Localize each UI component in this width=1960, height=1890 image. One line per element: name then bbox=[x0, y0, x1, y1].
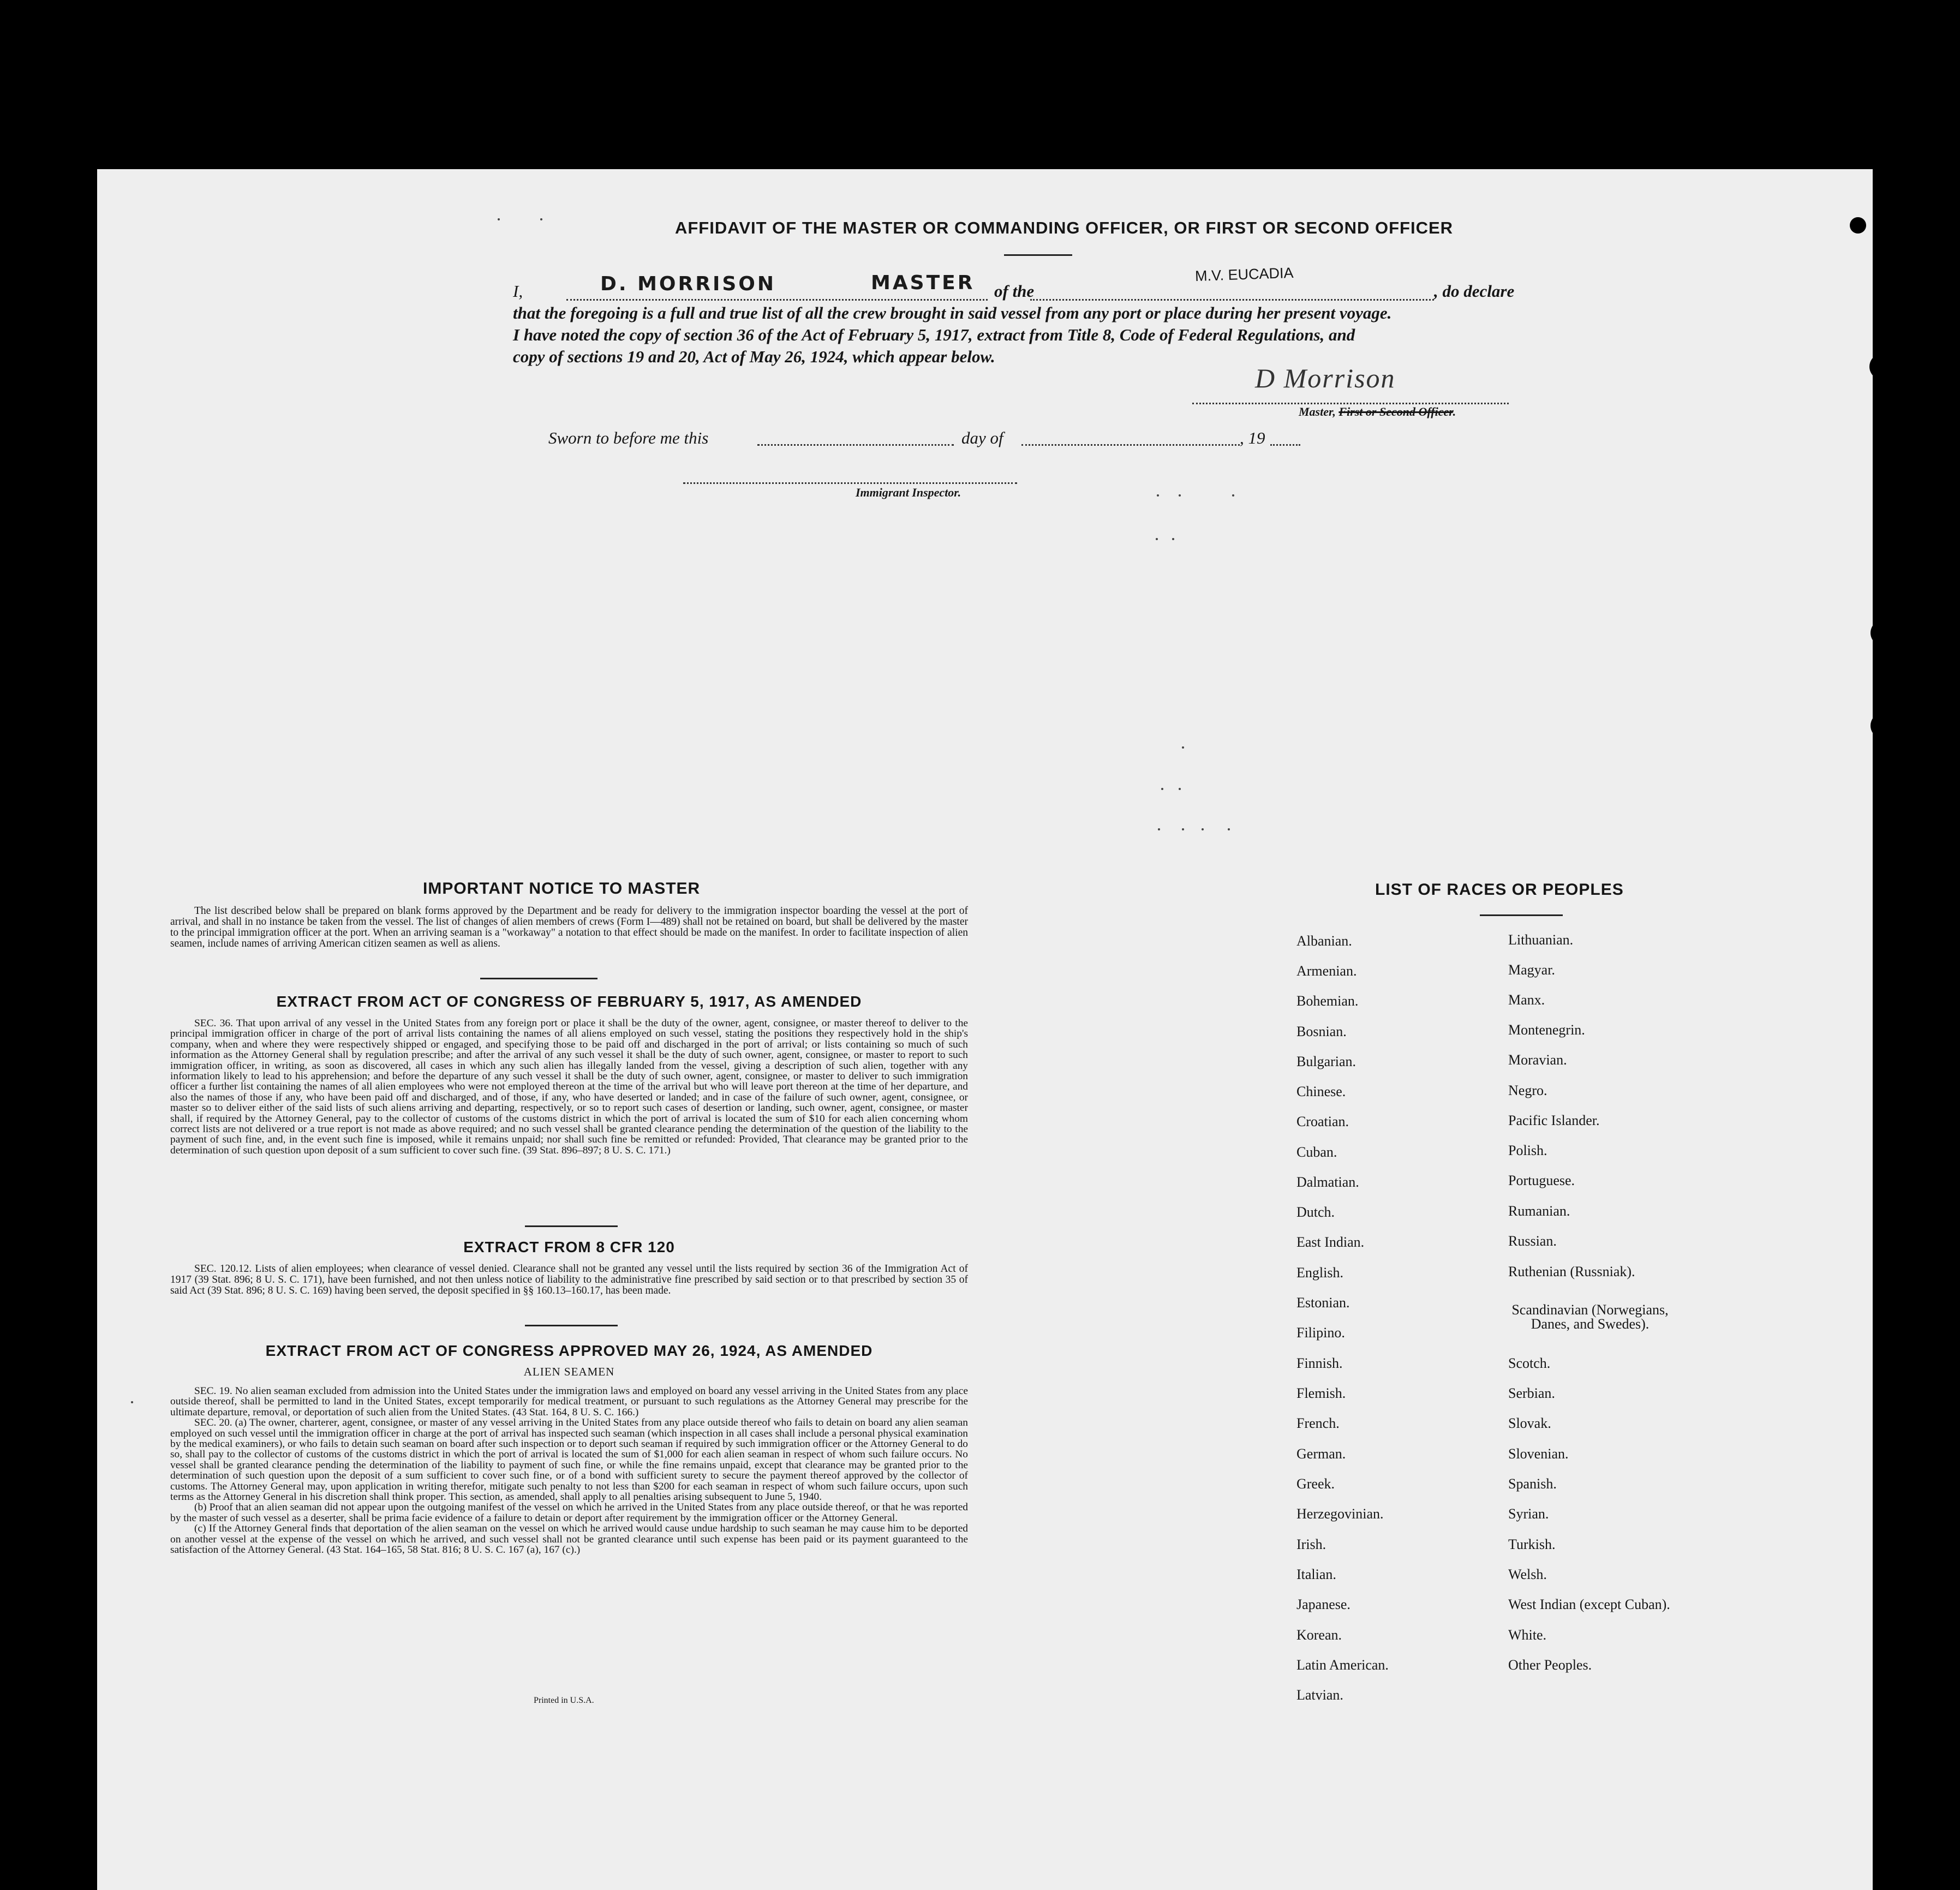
race-left: French. bbox=[1296, 1415, 1340, 1431]
race-right: Pacific Islander. bbox=[1508, 1113, 1600, 1128]
race-left: German. bbox=[1296, 1446, 1346, 1462]
race-left: Chinese. bbox=[1296, 1084, 1346, 1099]
race-left: Italian. bbox=[1296, 1566, 1336, 1582]
race-left: Filipino. bbox=[1296, 1325, 1345, 1341]
declarant-prefix: I, bbox=[513, 282, 523, 301]
race-left: Estonian. bbox=[1296, 1295, 1350, 1311]
punch-hole bbox=[1871, 620, 1897, 646]
race-left: Croatian. bbox=[1296, 1114, 1349, 1129]
vessel-name: M.V. EUCADIA bbox=[1194, 264, 1294, 285]
race-left: Japanese. bbox=[1296, 1596, 1351, 1612]
punch-hole bbox=[1869, 354, 1896, 380]
extract-1917-rule bbox=[525, 1225, 618, 1227]
scan-speck bbox=[1202, 828, 1204, 830]
race-right: Other Peoples. bbox=[1508, 1657, 1592, 1673]
races-title: LIST OF RACES OR PEOPLES bbox=[1375, 881, 1624, 899]
race-left: Bosnian. bbox=[1296, 1024, 1347, 1039]
race-right: West Indian (except Cuban). bbox=[1508, 1596, 1670, 1612]
printed-note: Printed in U.S.A. bbox=[534, 1696, 594, 1705]
races-rule bbox=[1480, 914, 1563, 916]
declarant-line bbox=[566, 299, 988, 301]
affidavit-title-rule bbox=[1004, 254, 1072, 256]
declarant-rank: MASTER bbox=[871, 272, 975, 294]
race-right: Serbian. bbox=[1508, 1385, 1555, 1401]
race-left: Latin American. bbox=[1296, 1657, 1389, 1673]
race-right: Lithuanian. bbox=[1508, 932, 1574, 948]
punch-hole bbox=[1877, 1218, 1903, 1244]
punch-hole bbox=[1893, 252, 1908, 266]
race-right: Moravian. bbox=[1508, 1052, 1567, 1068]
scan-speck bbox=[1172, 538, 1174, 540]
notice-title: IMPORTANT NOTICE TO MASTER bbox=[423, 880, 701, 898]
signer-title-end: . bbox=[1453, 405, 1456, 418]
scan-speck bbox=[540, 218, 542, 220]
race-right: Rumanian. bbox=[1508, 1203, 1570, 1219]
race-right: Portuguese. bbox=[1508, 1173, 1575, 1188]
race-left: Irish. bbox=[1296, 1536, 1326, 1552]
scan-speck bbox=[1161, 788, 1163, 790]
extract-1917-body: SEC. 36. That upon arrival of any vessel in the United States from any foreign port or place it shall be the duty of the owner, agent, consignee, or master thereof to deliver to the principal immigration officer in charge of the port of arrival lists containing the names of all aliens employed on such vessel, stating the positions they respectively hold in the ship's company, when and where they were respectively shipped or engaged, and specifying those to be paid off and discharged in the port of arrival; or lists containing so much of such information as the Attorney General shall by regulation prescribe; and after the arrival of any such vessel it shall be the duty of such owner, agent, consignee, or master to report to such immigration officer, in writing, as soon as discovered, all cases in which any such alien has illegally landed from the vessel, giving a description of such alien, together with any information likely to lead to his apprehension; and before the departure of any such vessel it shall be the duty of such owner, agent, consignee, or master to deliver to such immigration officer a further list containing the names of all alien employees who were not employed thereon at the time of the arrival but who will leave port thereon at the time of her departure, and also the names of those if any, who have been paid off and discharged, and of those, if any, who have deserted or landed; and in case of the failure of such owner, agent, consignee, or master so to deliver either of the said lists of such aliens arriving and departing, respectively, or so to report such cases of desertion or landing, such owner, agent, consignee, or master shall, if required by the Attorney General, pay to the collector of customs of the customs district in which the port of arrival is located the sum of $10 for each alien concerning whom correct lists are not delivered or a true report is not made as above required; and no such vessel shall be granted clearance pending the determination of the question of the liability to the payment of such fine, and, in the event such fine is imposed, while it remains unpaid; nor shall such fine be remitted or refunded: Provided, That clearance may be granted prior to the determination of such question upon deposit of a sum sufficient to cover such fine. (39 Stat. 896–897; 8 U. S. C. 171.) bbox=[170, 1018, 968, 1156]
scan-speck bbox=[1158, 828, 1160, 830]
race-left: Albanian. bbox=[1296, 933, 1352, 949]
race-left: Bohemian. bbox=[1296, 993, 1359, 1009]
race-left: Bulgarian. bbox=[1296, 1054, 1357, 1069]
race-right: Scandinavian (Norwegians, Danes, and Swedes). bbox=[1511, 1302, 1669, 1332]
race-left: Flemish. bbox=[1296, 1385, 1346, 1401]
race-right: Ruthenian (Russniak). bbox=[1508, 1264, 1635, 1279]
sec-20b: (b) Proof that an alien seaman did not appear upon the outgoing manifest of the vessel on which he arrived in the United States from any place outside thereof, or that he was reported by the master of such vessel as a deserter, shall be prima facie evidence of a failure to detain or deport after requirement by the immigration officer or the Attorney General. bbox=[170, 1502, 968, 1524]
signature-line bbox=[1192, 403, 1509, 404]
extract-cfr-body: SEC. 120.12. Lists of alien employees; when clearance of vessel denied. Clearance shall not be granted any vessel until the lists required by section 36 of the Immigration Act of 1917 (39 Stat. 896; 8 U. S. C. 171), have been furnished, and not then unless notice of liability to the administrative fine prescribed by said section or to that prescribed by section 35 of said Act (39 Stat. 896; 8 U. S. C. 169) having been served, the deposit specified in §§ 160.13–160.17, has been made. bbox=[170, 1263, 968, 1296]
extract-1924-body bbox=[170, 1386, 968, 1556]
extract-1924-title: EXTRACT FROM ACT OF CONGRESS APPROVED MAY 26, 1924, AS AMENDED bbox=[265, 1342, 873, 1359]
race-left: Finnish. bbox=[1296, 1355, 1343, 1371]
race-left: Greek. bbox=[1296, 1476, 1335, 1492]
do-declare-label: , do declare bbox=[1434, 282, 1515, 301]
scan-speck bbox=[1156, 538, 1158, 540]
signer-title bbox=[1299, 405, 1456, 419]
race-right: Manx. bbox=[1508, 992, 1545, 1008]
punch-hole bbox=[1879, 1659, 1905, 1685]
race-right: Russian. bbox=[1508, 1233, 1557, 1249]
extract-1924-subtitle: ALIEN SEAMEN bbox=[523, 1365, 615, 1378]
scan-speck bbox=[1179, 494, 1181, 497]
race-left: Armenian. bbox=[1296, 963, 1357, 979]
race-right: Slovenian. bbox=[1508, 1446, 1569, 1462]
extract-1917-title: EXTRACT FROM ACT OF CONGRESS OF FEBRUARY 5, 1917, AS AMENDED bbox=[276, 993, 862, 1010]
race-right: Welsh. bbox=[1508, 1566, 1547, 1582]
affidavit-title: AFFIDAVIT OF THE MASTER OR COMMANDING OFFICER, OR FIRST OR SECOND OFFICER bbox=[674, 218, 1454, 237]
sec-20a: SEC. 20. (a) The owner, charterer, agent, consignee, or master of any vessel arriving in the United States from any place outside thereof who fails to detain on board any alien seaman employed on such vessel until the immigration officer in charge at the port of arrival has inspected such seaman (which inspection in all cases shall include a personal physical examination by the medical examiners), or who fails to detain such seaman on board after such inspection or to deport such seaman if required by such immigration officer or the Attorney General to do so, shall pay to the collector of customs of the customs district in which the port of arrival is located the sum of $1,000 for each alien seaman in respect of whom such failure occurs. No vessel shall be granted clearance pending the determination of the liability to payment of such fine, or while the fine remains unpaid, except that clearance may be granted prior to the determination of such question upon the deposit of a sum sufficient to cover such fine, or of a bond with sufficient surety to secure the payment thereof approved by the collector of customs. The Attorney General may, upon application in writing therefor, mitigate such penalty to not less than $200 for each seaman in respect of whom such failure occurs, upon such terms as the Attorney General in his discretion shall think proper. This section, as amended, shall apply to all penalties arising subsequent to June 5, 1940. bbox=[170, 1417, 968, 1503]
race-right: Montenegrin. bbox=[1508, 1022, 1585, 1038]
punch-hole bbox=[1881, 266, 1908, 292]
year-label: , 19 bbox=[1240, 428, 1265, 447]
sec-20c: (c) If the Attorney General finds that deportation of the alien seaman on the vessel on which he arrived would cause undue hardship to such seaman he may cause him to be deported on another vessel at the expense of the vessel on which he arrived, and such vessel shall not be granted clearance until such expense has been paid or its payment guaranteed to the satisfaction of the Attorney General. (43 Stat. 164–165, 58 Stat. 816; 8 U. S. C. 167 (a), 167 (c).) bbox=[170, 1523, 968, 1556]
extract-cfr-rule bbox=[525, 1325, 618, 1326]
race-left: Latvian. bbox=[1296, 1687, 1343, 1703]
affidavit-line-1: that the foregoing is a full and true list of all the crew brought in said vessel from any port or place during her present voyage. bbox=[513, 303, 1392, 322]
declarant-name: D. MORRISON bbox=[600, 273, 776, 295]
of-the-label: of the bbox=[994, 282, 1035, 301]
affidavit-line-3: copy of sections 19 and 20, Act of May 26, 1924, which appear below. bbox=[513, 347, 995, 366]
scan-speck bbox=[1179, 788, 1181, 790]
scan-speck bbox=[1232, 494, 1234, 497]
scan-speck bbox=[1157, 494, 1159, 497]
punch-hole bbox=[1871, 713, 1897, 739]
race-right: Slovak. bbox=[1508, 1415, 1551, 1431]
scan-speck bbox=[1182, 746, 1184, 749]
sworn-day-line bbox=[757, 444, 954, 446]
scan-speck bbox=[498, 218, 500, 220]
day-of-label: day of bbox=[961, 428, 1003, 447]
signer-title-struck: First or Second Officer bbox=[1338, 405, 1453, 418]
race-left: Dutch. bbox=[1296, 1204, 1335, 1220]
scan-speck bbox=[131, 1401, 133, 1403]
race-left: Herzegovinian. bbox=[1296, 1506, 1384, 1522]
affidavit-line-2: I have noted the copy of section 36 of the Act of February 5, 1917, extract from Title 8, Code of Federal Regulations, and bbox=[513, 325, 1355, 344]
inspector-line bbox=[683, 482, 1017, 484]
race-right: Scotch. bbox=[1508, 1355, 1551, 1371]
sworn-month-line bbox=[1021, 444, 1240, 446]
master-signature: D Morrison bbox=[1255, 363, 1396, 393]
punch-hole bbox=[1879, 1574, 1905, 1600]
scan-speck bbox=[1182, 828, 1184, 830]
race-right: Magyar. bbox=[1508, 962, 1555, 978]
race-left: Cuban. bbox=[1296, 1144, 1337, 1160]
sworn-label: Sworn to before me this bbox=[548, 428, 709, 447]
punch-hole bbox=[1850, 217, 1866, 234]
race-right: Syrian. bbox=[1508, 1506, 1549, 1522]
race-right: Spanish. bbox=[1508, 1476, 1557, 1492]
race-left: Dalmatian. bbox=[1296, 1174, 1359, 1190]
race-left: English. bbox=[1296, 1265, 1343, 1281]
sec-19: SEC. 19. No alien seaman excluded from admission into the United States under the immigration laws and employed on board any vessel arriving in the United States from any place outside thereof, shall be permitted to land in the United States, except temporarily for medical treatment, or pursuant to such regulations as the Attorney General may prescribe for the ultimate departure, removal, or deportation of such alien from the United States. (43 Stat. 164, 8 U. S. C. 166.) bbox=[170, 1385, 968, 1418]
year-line bbox=[1270, 444, 1300, 446]
race-right: Negro. bbox=[1508, 1082, 1547, 1098]
scan-speck bbox=[1228, 828, 1230, 830]
notice-body: The list described below shall be prepared on blank forms approved by the Department and be ready for delivery to the immigration inspector boarding the vessel at the port of arrival, and shall in no instance be taken from the vessel. The list of changes of alien members of crews (Form I—489) shall not be retained on board, but shall be delivered by the master to the principal immigration officer at the port. When an arriving seaman is a "workaway" a notation to that effect should be made on the manifest. In order to facilitate inspection of alien seamen, include names of arriving American citizen seamen as well as aliens. bbox=[170, 905, 968, 949]
extract-cfr-title: EXTRACT FROM 8 CFR 120 bbox=[463, 1239, 675, 1255]
signer-title-master: Master, bbox=[1299, 405, 1336, 418]
race-right: White. bbox=[1508, 1627, 1547, 1643]
race-left: East Indian. bbox=[1296, 1234, 1365, 1250]
inspector-label: Immigrant Inspector. bbox=[856, 486, 961, 499]
race-left: Korean. bbox=[1296, 1627, 1342, 1643]
race-right: Turkish. bbox=[1508, 1536, 1556, 1552]
vessel-line bbox=[1030, 299, 1434, 301]
notice-rule bbox=[480, 978, 597, 979]
punch-hole bbox=[1881, 1307, 1908, 1333]
race-right: Polish. bbox=[1508, 1143, 1547, 1158]
